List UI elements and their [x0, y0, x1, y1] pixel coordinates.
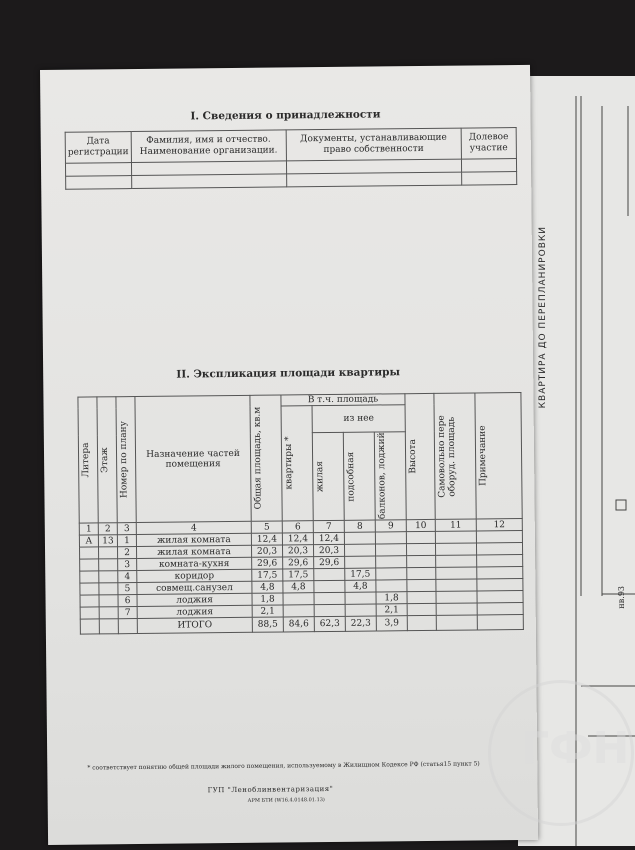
header-iz-nee: из нее	[312, 405, 405, 433]
cell-empty	[436, 603, 477, 615]
header-litera: Литера	[80, 442, 92, 478]
cell-n: 4	[118, 571, 137, 583]
column-number: 9	[375, 520, 406, 532]
cell-et	[99, 571, 118, 583]
column-number: 3	[117, 523, 136, 535]
column-number: 2	[98, 523, 117, 535]
watermark-logo	[488, 680, 634, 826]
cell-zh: 12,4	[313, 532, 344, 544]
header-vtch: В т.ч. площадь	[281, 394, 405, 406]
cell-zh	[314, 580, 345, 592]
header-balkonov: балконов, лоджий	[376, 432, 388, 520]
cell-bal: 2,1	[376, 604, 407, 616]
cell-empty	[436, 555, 477, 567]
header-date: Дата регистрации	[65, 132, 131, 164]
cell-kv: 20,3	[282, 545, 313, 557]
cell-empty	[436, 591, 477, 603]
cell-kv: 12,4	[282, 533, 313, 545]
cell-bal	[376, 556, 407, 568]
cell-empty	[407, 603, 436, 615]
table-header-row	[65, 128, 516, 164]
cell-empty	[407, 567, 436, 579]
total-label: ИТОГО	[137, 617, 252, 633]
total-row	[80, 614, 523, 634]
cell-obsh: 17,5	[252, 569, 283, 581]
cell-et	[99, 559, 118, 571]
header-etazh: Этаж	[99, 447, 111, 473]
cell-obsh: 20,3	[251, 545, 282, 557]
cell-et	[98, 547, 117, 559]
header-primech: Примечание	[477, 425, 489, 487]
header-naznach: Назначение частей помещения	[135, 395, 251, 522]
column-number: 4	[136, 521, 251, 534]
total-zh: 62,3	[314, 616, 345, 631]
cell-kv: 17,5	[283, 569, 314, 581]
header-zhilaya: жилая	[315, 461, 326, 493]
header-obshaya: Общая площадь, кв.м	[252, 406, 264, 510]
organization-signature: ГУП "Леноблинвентаризация"	[207, 784, 334, 795]
cell-empty	[477, 554, 523, 566]
cell-empty	[407, 591, 436, 603]
cell-lit	[80, 571, 99, 583]
cell-obsh: 12,4	[251, 533, 282, 545]
cell-empty	[477, 578, 523, 590]
cell-empty	[476, 530, 522, 542]
section2-title: II. Экспликация площади квартиры	[176, 366, 401, 381]
cell-lit	[80, 559, 99, 571]
cell-pod	[345, 592, 376, 604]
cell-pod: 17,5	[345, 568, 376, 580]
cell-n: 2	[117, 547, 136, 559]
column-number: 6	[282, 521, 313, 533]
cell-name: лоджия	[137, 605, 252, 618]
cell-empty	[477, 602, 523, 614]
header-name: Фамилия, имя и отчество. Наименование организации.	[131, 130, 286, 163]
cell-bal: 1,8	[376, 592, 407, 604]
column-number: 12	[476, 518, 522, 530]
cell-empty	[436, 567, 477, 579]
cell-empty	[407, 555, 436, 567]
cell-empty	[435, 531, 476, 543]
column-number: 5	[251, 521, 282, 533]
cell-pod: 4,8	[345, 580, 376, 592]
cell-bal	[375, 544, 406, 556]
header-documents: Документы, устанавливающие право собственности	[286, 128, 461, 161]
header-podsobnaya: подсобная	[346, 451, 357, 502]
cell-empty	[476, 542, 522, 554]
cell-kv	[283, 605, 314, 617]
cell-lit	[79, 547, 98, 559]
cell-kv: 29,6	[283, 557, 314, 569]
cell-lit	[80, 595, 99, 607]
cell-n: 3	[118, 559, 137, 571]
cell-name: жилая комната	[136, 545, 251, 558]
cell-obsh: 2,1	[252, 605, 283, 617]
header-samovol: Самовольно пере оборуд. площадь	[436, 415, 458, 498]
cell-n: 7	[118, 607, 137, 619]
column-number: 10	[406, 519, 435, 531]
side-label: нв.93	[617, 586, 626, 609]
cell-empty	[407, 579, 436, 591]
cell-bal	[376, 580, 407, 592]
section1-title: I. Сведения о принадлежности	[190, 108, 381, 123]
total-kv: 84,6	[283, 617, 314, 632]
cell-zh	[314, 592, 345, 604]
cell-kv: 4,8	[283, 581, 314, 593]
cell-bal	[375, 532, 406, 544]
cell-empty	[406, 531, 435, 543]
column-number: 8	[344, 520, 375, 532]
cell-empty	[435, 543, 476, 555]
side-vertical-text: КВАРТИРА ДО ПЕРЕПЛАНИРОВКИ	[538, 226, 548, 409]
cell-bal	[376, 568, 407, 580]
cell-et	[99, 595, 118, 607]
cell-pod	[345, 604, 376, 616]
cell-n: 6	[118, 595, 137, 607]
cell-empty	[477, 590, 523, 602]
total-pod: 22,3	[345, 616, 376, 631]
cell-zh: 29,6	[314, 556, 345, 568]
column-number: 7	[313, 520, 344, 532]
column-number: 11	[435, 519, 476, 531]
document-page	[40, 65, 538, 845]
cell-pod	[344, 544, 375, 556]
column-number: 1	[79, 523, 98, 535]
cell-obsh: 1,8	[252, 593, 283, 605]
cell-empty	[436, 579, 477, 591]
cell-obsh: 29,6	[252, 557, 283, 569]
cell-n: 1	[117, 535, 136, 547]
cell-name: комната-кухня	[137, 557, 252, 570]
cell-lit	[80, 583, 99, 595]
cell-pod	[345, 556, 376, 568]
cell-pod	[344, 532, 375, 544]
cell-name: жилая комната	[136, 533, 251, 546]
cell-zh	[314, 568, 345, 580]
header-nomer: Номер по плану	[118, 421, 130, 499]
cell-zh: 20,3	[313, 544, 344, 556]
cell-name: лоджия	[137, 593, 252, 606]
cell-et	[99, 583, 118, 595]
cell-obsh: 4,8	[252, 581, 283, 593]
cell-name: коридор	[137, 569, 252, 582]
cell-lit: А	[79, 535, 98, 547]
ownership-table	[65, 127, 518, 190]
cell-name: совмещ.санузел	[137, 581, 252, 594]
header-kvartiry: квартиры *	[283, 436, 295, 491]
organization-code: АРМ БТИ (W16.4.0148.01.13)	[247, 797, 325, 804]
total-obsh: 88,5	[252, 617, 283, 632]
total-bal: 3,9	[376, 616, 407, 631]
cell-lit	[80, 607, 99, 619]
header-vysota: Высота	[407, 439, 419, 474]
watermark-text: ГФН	[521, 723, 630, 774]
footnote: * соответствует понятию общей площади жилого помещения, используемому в Жилищном Кодексе РФ (статья15 пункт 5)	[87, 760, 480, 772]
cell-zh	[314, 604, 345, 616]
header-share: Долевое участие	[461, 128, 517, 160]
cell-empty	[477, 566, 523, 578]
cell-et	[99, 607, 118, 619]
explication-table	[77, 392, 523, 635]
cell-kv	[283, 593, 314, 605]
cell-n: 5	[118, 583, 137, 595]
cell-empty	[406, 543, 435, 555]
cell-et: 13	[98, 535, 117, 547]
